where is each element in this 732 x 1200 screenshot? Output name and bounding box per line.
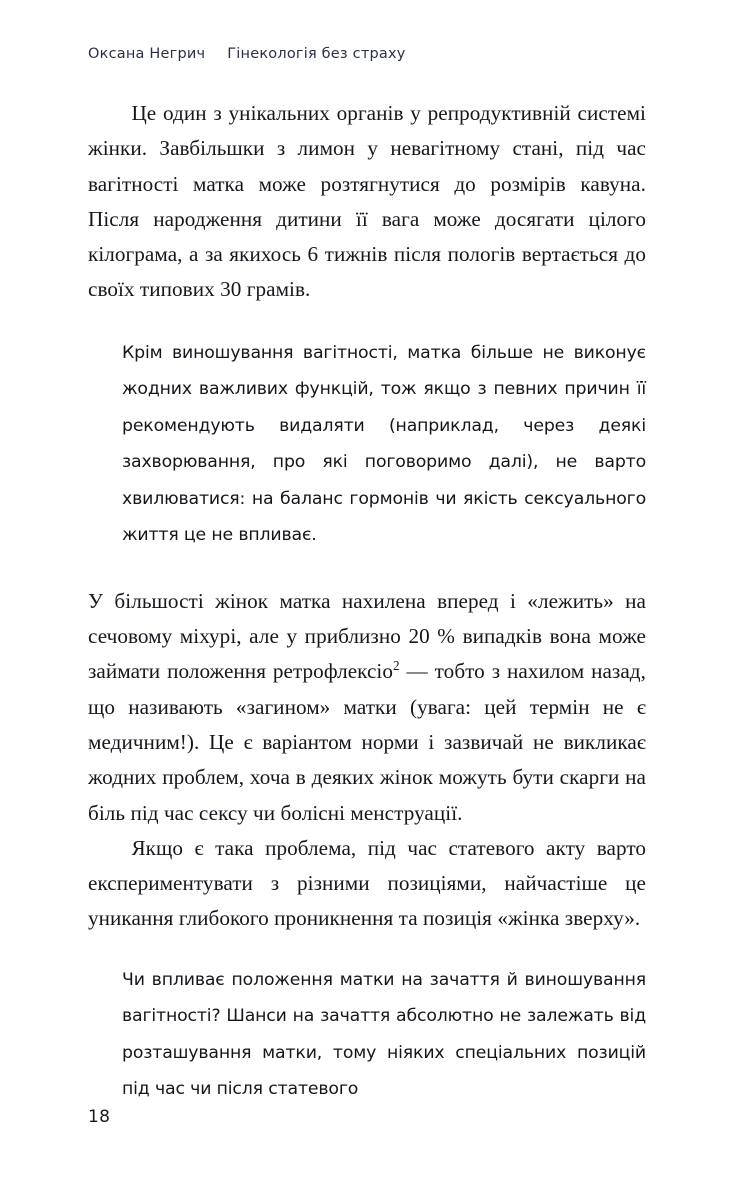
running-head xyxy=(88,46,406,63)
footnote-marker: 2 xyxy=(393,658,400,674)
running-head-title: Гінекологія без страху xyxy=(227,46,406,62)
paragraph-spacer xyxy=(88,554,646,584)
paragraph-4: Якщо є така проблема, під час статевого акту варто експериментувати з різними позиціями, найчастіше це уникання глибокого проникнення та позиція «жінка зверху». xyxy=(88,835,646,931)
paragraph-3-text-before-footnote: У більшості жінок матка нахилена вперед і «лежить» на сечовому міхурі, але у приблизно 20 % випадків вона може займати положення ретрофлексіо xyxy=(88,588,646,684)
running-head-author: Оксана Негрич xyxy=(88,46,206,62)
paragraph-spacer xyxy=(88,308,646,335)
page-number: 18 xyxy=(88,1107,111,1127)
paragraph-1: Це один з унікальних органів у репродуктивній системі жінки. Завбільшки з лимон у невагітному стані, під час вагітності матка може розтягнутися до розмірів кавуна. Після народження дитини її вага може досягати цілого кілограма, а за якихось 6 тижнів після пологів вертається до своїх типових 30 грамів. xyxy=(88,101,646,302)
paragraph-2-note: Крім виношування вагітності, матка більше не виконує жодних важливих функцій, тож якщо з певних причин її рекомендують видаляти (наприклад, через деякі захворювання, про які поговоримо далі), не варто хвилюватися: на баланс гормонів чи якість сексуального життя це не впливає. xyxy=(122,342,646,546)
paragraph-3-text-after-footnote: — тобто з нахилом назад, що називають «загином» матки (увага: цей термін не є медичним!). Це є варіантом норми і зазвичай не викликає жодних проблем, хоча в деяких жінок можуть бути скарги на біль під час сексу чи болісні менструації. xyxy=(88,659,646,825)
text-column xyxy=(88,96,646,1108)
paragraph-3 xyxy=(88,584,646,831)
paragraph-5-note: Чи впливає положення матки на зачаття й виношування вагітності? Шанси на зачаття абсолютно не залежать від розташування матки, тому ніяких спеціальних позицій під час чи після статевого xyxy=(122,969,646,1100)
paragraph-spacer xyxy=(88,937,646,962)
